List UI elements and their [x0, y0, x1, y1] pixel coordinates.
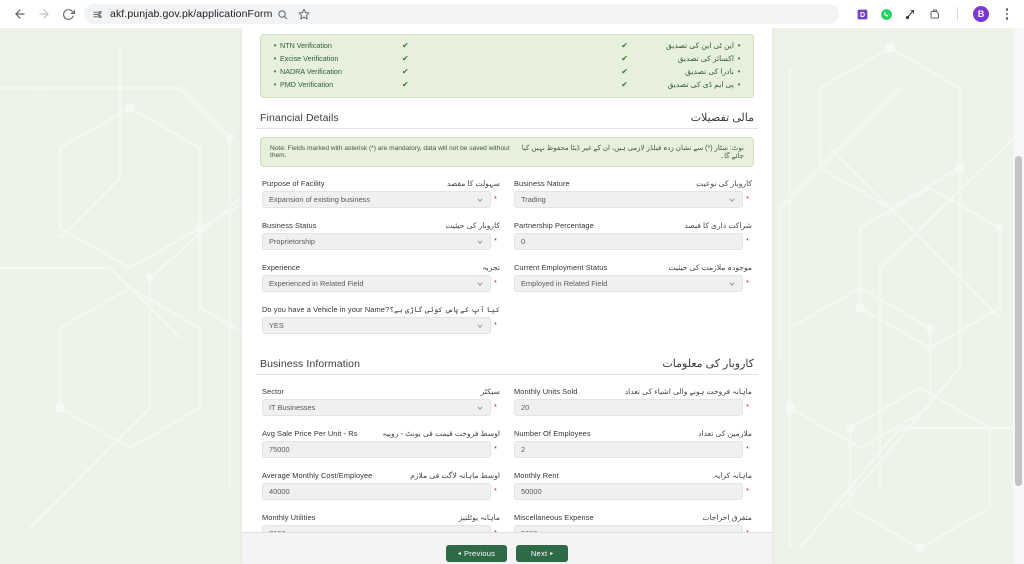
field-row: [514, 441, 752, 458]
field-row: [514, 483, 752, 500]
address-bar[interactable]: [84, 4, 839, 24]
input-value: 20: [521, 403, 530, 412]
check-icon: ✔: [621, 41, 628, 50]
average-monthly-cost-per-employee-input[interactable]: [262, 483, 491, 500]
check-icon: ✔: [621, 80, 628, 89]
search-icon[interactable]: [272, 4, 292, 24]
next-button[interactable]: [516, 545, 568, 562]
note-text-ur: نوٹ: سٹار (*) سے نشان زدہ فیلڈز لازمی ہیں، ان کے غیر ڈیٹا محفوظ نہیں کیا جائے گا۔: [521, 145, 744, 160]
required-asterisk: *: [494, 404, 497, 411]
extension-clipboard-icon[interactable]: [927, 7, 942, 22]
field-label: Sector: [262, 387, 284, 396]
bullet-icon: •: [737, 41, 741, 50]
input-value: 75000: [269, 445, 290, 454]
field-header: [514, 218, 752, 230]
svg-text:D: D: [859, 11, 866, 19]
required-asterisk: *: [746, 446, 749, 453]
monthly-units-sold-input[interactable]: [514, 399, 743, 416]
kebab-menu-icon[interactable]: [998, 8, 1016, 20]
forward-arrow-icon[interactable]: [32, 2, 56, 26]
verification-label-ur: اکسائز کی تصدیق: [677, 54, 734, 63]
back-arrow-icon[interactable]: [8, 2, 32, 26]
field-row: [262, 483, 500, 500]
field-business-status: [258, 218, 504, 250]
field-business-nature: [510, 176, 756, 208]
input-value: 0: [521, 237, 526, 246]
field-header: [514, 426, 752, 438]
previous-button[interactable]: [446, 545, 507, 562]
field-current-employment-status: [510, 260, 756, 292]
field-purpose-of-facility: [258, 176, 504, 208]
verification-list-en: [270, 40, 409, 91]
field-label-ur: موجودہ ملازمت کی حیثیت: [668, 263, 752, 272]
field-row: [514, 399, 752, 416]
check-icon: ✔: [621, 54, 628, 63]
partnership-percentage-input[interactable]: [514, 233, 743, 250]
application-form-card: [242, 28, 772, 564]
field-label: Experience: [262, 263, 300, 272]
section-title-ur: مالی تفصیلات: [690, 112, 754, 124]
verification-item: [270, 79, 409, 91]
verification-item: [270, 40, 409, 52]
field-label-ur: تجربہ: [482, 263, 500, 272]
star-icon[interactable]: [294, 4, 314, 24]
field-label-ur: اوسط ماہانہ لاگت فی ملازم: [410, 471, 500, 480]
site-settings-icon[interactable]: [92, 9, 103, 20]
extension-d-icon[interactable]: [855, 7, 870, 22]
field-label-ur: کیا آپ کے پاس کوئی گاڑی ہے؟: [389, 305, 500, 314]
verification-item-ur: [621, 53, 744, 65]
scrollbar-thumb[interactable]: [1015, 156, 1022, 486]
input-value: 40000: [269, 487, 290, 496]
field-header: [514, 510, 752, 522]
verification-label-ur: این ٹی این کی تصدیق: [666, 41, 734, 50]
field-row: [262, 233, 500, 250]
required-asterisk: *: [494, 238, 497, 245]
field-label-ur: شراکت داری کا فیصد: [684, 221, 752, 230]
field-label: Monthly Utilities: [262, 513, 316, 522]
field-label: Miscellaneous Expense: [514, 513, 594, 522]
field-label-ur: کاروبار کی حیثیت: [445, 221, 500, 230]
field-sector: [258, 384, 504, 416]
field-header: [262, 384, 500, 396]
check-icon: ✔: [402, 67, 409, 76]
url-text: akf.punjab.gov.pk/applicationForm: [110, 8, 273, 20]
field-header: [514, 384, 752, 396]
bullet-icon: •: [737, 80, 741, 89]
required-asterisk: *: [746, 196, 749, 203]
chevron-down-icon: [476, 322, 484, 330]
extension-whatsapp-icon[interactable]: [879, 7, 894, 22]
field-vehicle-in-your-name: [258, 302, 504, 334]
field-row: [262, 191, 500, 208]
note-text-en: Note: Fields marked with asterisk (*) are mandatory, data will not be saved without them.: [270, 145, 510, 159]
extensions-area: [855, 6, 1016, 22]
chevron-down-icon: [476, 238, 484, 246]
field-label: Monthly Rent: [514, 471, 559, 480]
field-average-monthly-cost-per-employee: [258, 468, 504, 500]
field-header: [262, 468, 500, 480]
verification-list-ur: [621, 40, 744, 91]
check-icon: ✔: [402, 41, 409, 50]
field-header: [262, 260, 500, 272]
field-avg-sale-price-per-unit: [258, 426, 504, 458]
check-icon: ✔: [621, 67, 628, 76]
chevron-down-icon: [728, 196, 736, 204]
monthly-rent-input[interactable]: [514, 483, 743, 500]
verification-item-ur: [621, 66, 744, 78]
field-label-ur: ماہانہ فروخت ہونے والی اشیاء کی تعداد: [624, 387, 752, 396]
field-row: [262, 399, 500, 416]
financial-fields-grid: [256, 176, 758, 344]
previous-button-label: Previous: [464, 549, 496, 558]
field-label: Avg Sale Price Per Unit - Rs: [262, 429, 358, 438]
form-navigation-footer: [242, 533, 772, 564]
field-row: [262, 275, 500, 292]
field-monthly-units-sold: [510, 384, 756, 416]
field-header: [514, 260, 752, 272]
field-monthly-rent: [510, 468, 756, 500]
browser-toolbar: [0, 0, 1024, 28]
verification-item-ur: [621, 40, 744, 52]
field-header: [514, 468, 752, 480]
selected-value: Experienced in Related Field: [269, 279, 364, 288]
mandatory-note-banner: [260, 137, 754, 167]
right-arrow-icon: ▸: [550, 551, 554, 557]
field-label-ur: ماہانہ کرایہ: [713, 471, 752, 480]
current-employment-status-select[interactable]: [514, 275, 743, 292]
input-value: 2: [521, 445, 526, 454]
verification-label-ur: نادرا کی تصدیق: [685, 67, 734, 76]
field-header: [262, 302, 500, 314]
field-row: [262, 317, 500, 334]
field-label: Do you have a Vehicle in your Name?: [262, 305, 390, 314]
field-label-ur: ملازمین کی تعداد: [698, 429, 752, 438]
required-asterisk: *: [494, 446, 497, 453]
chevron-down-icon: [476, 404, 484, 412]
field-label-ur: ماہانہ یوٹلتیز: [458, 513, 500, 522]
bullet-icon: •: [273, 80, 277, 89]
verification-label: NADRA Verification: [280, 67, 342, 76]
verification-item: [270, 53, 409, 65]
input-value: 50000: [521, 487, 542, 496]
vehicle-in-your-name-select[interactable]: [262, 317, 491, 334]
required-asterisk: *: [746, 280, 749, 287]
field-label: Business Status: [262, 221, 317, 230]
chevron-down-icon: [476, 196, 484, 204]
selected-value: IT Businesses: [269, 403, 316, 412]
selected-value: YES: [269, 321, 284, 330]
section-title-en: Business Information: [260, 358, 361, 370]
field-label: Number Of Employees: [514, 429, 591, 438]
required-asterisk: *: [746, 488, 749, 495]
field-row: [514, 191, 752, 208]
reload-icon[interactable]: [56, 2, 80, 26]
field-label: Partnership Percentage: [514, 221, 594, 230]
avg-sale-price-per-unit-input[interactable]: [262, 441, 491, 458]
verification-label-ur: پی ایم ڈی کی تصدیق: [667, 80, 734, 89]
left-arrow-icon: ◂: [457, 551, 462, 557]
field-label: Business Nature: [514, 179, 570, 188]
check-icon: ✔: [402, 80, 409, 89]
grid-spacer: [510, 302, 756, 344]
field-row: [262, 441, 500, 458]
field-label: Average Monthly Cost/Employee: [262, 471, 373, 480]
field-label-ur: سیکٹر: [480, 387, 500, 396]
required-asterisk: *: [494, 488, 497, 495]
sector-select[interactable]: [262, 399, 491, 416]
field-row: [514, 275, 752, 292]
selected-value: Trading: [521, 195, 546, 204]
business-nature-select[interactable]: [514, 191, 743, 208]
verification-item-ur: [621, 79, 744, 91]
bullet-icon: •: [273, 54, 277, 63]
field-label-ur: متفرق اخراجات: [702, 513, 752, 522]
verification-banner: [260, 34, 754, 98]
page-scrollbar[interactable]: [1013, 28, 1024, 564]
field-label: Monthly Units Sold: [514, 387, 578, 396]
selected-value: Expansion of existing business: [269, 195, 371, 204]
page-viewport: [0, 28, 1024, 564]
verification-label: Excise Verification: [280, 54, 339, 63]
verification-label: PMD Verification: [280, 80, 334, 89]
selected-value: Proprietorship: [269, 237, 316, 246]
business-status-select[interactable]: [262, 233, 491, 250]
bullet-icon: •: [737, 54, 741, 63]
business-fields-grid: [256, 384, 758, 552]
chevron-down-icon: [728, 280, 736, 288]
verification-label: NTN Verification: [280, 41, 332, 50]
field-label: Current Employment Status: [514, 263, 608, 272]
field-experience: [258, 260, 504, 292]
field-label-ur: سہولت کا مقصد: [446, 179, 500, 188]
section-title-ur: کاروبار کی معلومات: [662, 358, 754, 370]
bullet-icon: •: [737, 67, 741, 76]
required-asterisk: *: [746, 238, 749, 245]
extension-dark-icon[interactable]: [903, 7, 918, 22]
business-information-heading: [256, 357, 758, 375]
bullet-icon: •: [273, 41, 277, 50]
field-header: [514, 176, 752, 188]
field-header: [262, 510, 500, 522]
field-header: [262, 218, 500, 230]
chevron-down-icon: [476, 280, 484, 288]
field-number-of-employees: [510, 426, 756, 458]
field-header: [262, 176, 500, 188]
section-title-en: Financial Details: [260, 112, 339, 124]
field-label-ur: کاروبار کی نوعیت: [696, 179, 752, 188]
selected-value: Employed in Related Field: [521, 279, 608, 288]
avatar[interactable]: B: [973, 6, 989, 22]
required-asterisk: *: [494, 322, 497, 329]
field-label: Purpose of Facility: [262, 179, 325, 188]
toolbar-divider: [957, 7, 958, 21]
next-button-label: Next: [530, 549, 548, 558]
verification-item: [270, 66, 409, 78]
number-of-employees-input[interactable]: [514, 441, 743, 458]
bullet-icon: •: [273, 67, 277, 76]
field-header: [262, 426, 500, 438]
field-row: [514, 233, 752, 250]
required-asterisk: *: [746, 404, 749, 411]
required-asterisk: *: [494, 196, 497, 203]
purpose-of-facility-select[interactable]: [262, 191, 491, 208]
field-label-ur: اوسط فروخت قیمت فی یونٹ - روپیہ: [382, 429, 500, 438]
field-partnership-percentage: [510, 218, 756, 250]
experience-select[interactable]: [262, 275, 491, 292]
check-icon: ✔: [402, 54, 409, 63]
financial-details-heading: [256, 111, 758, 129]
required-asterisk: *: [494, 280, 497, 287]
